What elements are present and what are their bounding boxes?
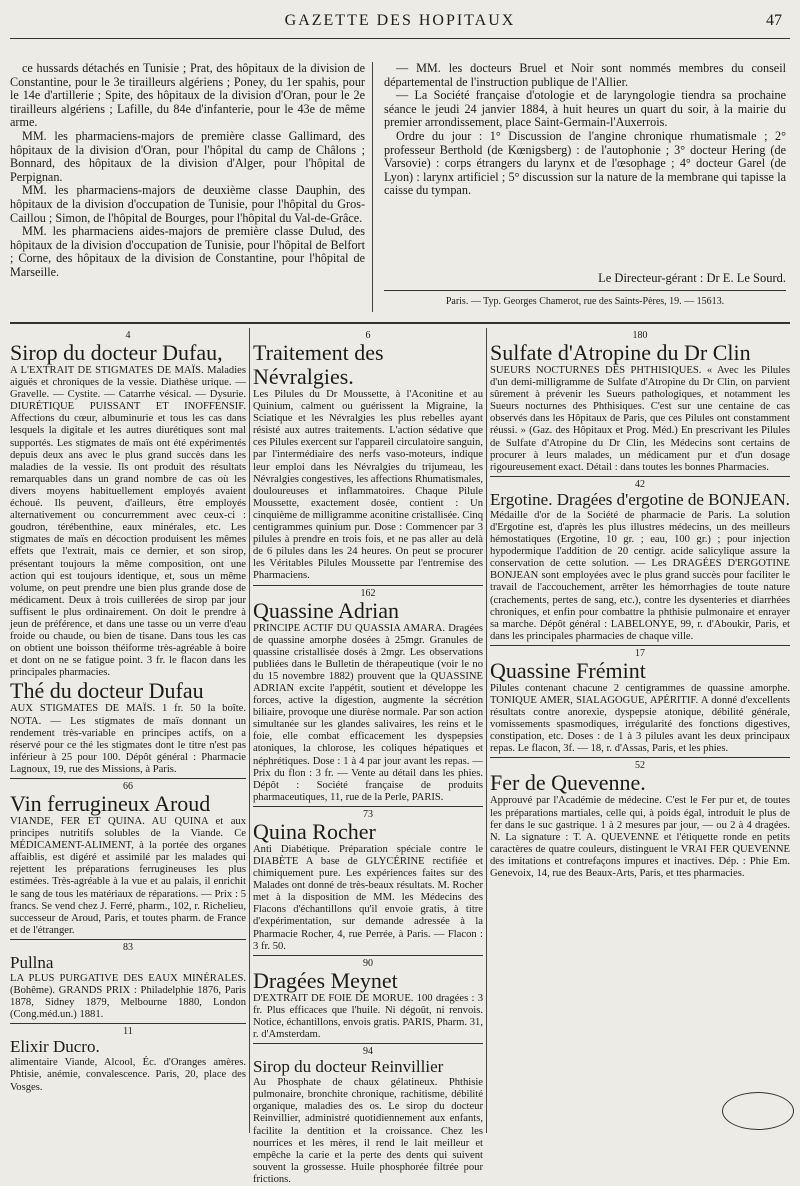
ad-title: Sulfate d'Atropine du Dr Clin (490, 340, 751, 365)
ad-body: Médaille d'or de la Société de pharmacie de Paris. La solution d'Ergotine est, d'après les plus illustres médecins, un des meilleurs hémostatiques (Ergotine, 10 gr. ; eau, 100 gr.) ; pour injection hypodermique l'addition de 20 centigr. acide salicylique assure la conservation de cette solution. — Les DRAGÉES D'ERGOTINE BONJEAN sont employées avec le plus grand succès pour faciliter le travail de l'accouchement, arrêter les hémorrhagies de toute nature (crachements, pertes de sang, etc.), contre les dysenteries et diarrhées chroniques, et enfin pour combattre la phthisie pulmonaire et enrayer sa marche. Dépôt général : LABELONYE, 99, r. d'Aboukir, Paris, et dans les principales pharmacies de chaque ville. (490, 509, 790, 642)
ad-title: Sirop du docteur Dufau, (10, 340, 223, 365)
section-rule (10, 322, 790, 324)
ad-title: Fer de Quevenne. (490, 770, 646, 796)
ad-number: 17 (635, 647, 645, 659)
ad-block (253, 1046, 483, 1186)
ad-block (490, 330, 790, 474)
ad-body: AUX STIGMATES DE MAÏS. 1 fr. 50 la boîte. NOTA. — Les stigmates de maïs donnant un rendement très-variable en principes actifs, on a réservé pour ce thé les stigmates dont le titre n'est pas inférieur à 25 pour 100. Dépôt général : Pharmacie Lagnoux, 19, rue des Missions, à Paris. (10, 703, 246, 775)
ad-column-2 (253, 330, 483, 1185)
ad-title: Quina Rocher (253, 818, 376, 844)
ad-column-divider (486, 328, 487, 1133)
ad-title: Quassine Frémint (490, 657, 646, 683)
paragraph: — MM. les docteurs Bruel et Noir sont nommés membres du conseil départemental de l'instruction publique de l'Allier. (384, 61, 786, 89)
ad-number: 73 (363, 808, 373, 820)
ad-number: 180 (632, 330, 648, 341)
ad-number: 90 (363, 957, 373, 969)
ad-body: D'EXTRAIT DE FOIE DE MORUE. 100 dragées : 3 fr. Plus efficaces que l'huile. Ni dégoût, ni renvois. Notice, échantillons, envois gratis. PARIS, Pharm. 31, r. d'Amsterdam. (253, 992, 483, 1041)
ad-number: 6 (365, 330, 371, 341)
ad-number: 4 (125, 330, 131, 341)
ad-title: Pullna (10, 952, 54, 972)
ad-body: VIANDE, FER ET QUINA. AU QUINA et aux principes nutritifs solubles de la Viande. Ce MÉDICAMENT-ALIMENT, à la portée des organes affaiblis, est digéré et assimilé par les malades qui rejettent les préparations ferrugineuses les plus estimées. Très-agréable à la vue et au palais, il enrichit le sang de tous les matériaux de réparations. — Prix : 5 francs. Se vend chez J. Ferré, pharm., 102, r. Richelieu, successeur de Aroud, Paris, et toutes pharm. de France et de l'étranger. (10, 816, 246, 936)
ad-block (490, 479, 790, 643)
paragraph: MM. les pharmaciens aides-majors de première classe Dulud, des hôpitaux de la division d'occupation de Tunisie, pour l'hôpital de Belfort ; Corne, des hôpitaux de la division de Constantine, pour l'hôpital de Marseille. (10, 224, 365, 279)
ad-title: Quassine Adrian (253, 597, 400, 623)
ad-title: Elixir Ducro. (10, 1037, 100, 1057)
ad-number: 94 (363, 1046, 373, 1058)
page-number: 47 (766, 12, 782, 29)
ad-body: Anti Diabétique. Préparation spéciale contre le DIABÈTE A base de GLYCÉRINE rectifiée et chimiquement pure. Les expériences faites sur des Malades ont donné de très-beaux résultats. M. Rocher met à la disposition de MM. les Médecins des Flacons d'échantillons qu'il envoie gratis, à titre d'expérimentation, sur demande adressée à la Pharmacie Rocher, 4, rue Perrée, à Paris. — Flacon : 3 fr. 50. (253, 843, 483, 952)
ad-block (10, 942, 246, 1021)
header-rule (10, 38, 790, 39)
ad-title: Sirop du docteur Reinvillier (253, 1057, 444, 1077)
ad-title: Ergotine. Dragées d'ergotine de BONJEAN. (490, 489, 790, 509)
paragraph: Ordre du jour : 1° Discussion de l'angine chronique rhumatismale ; 2° professeur Berthold (de Kœnigsberg) : de l'autophonie ; 3° docteur Hering (de Varsovie) : corps étrangers du larynx et de l'œsophage ; 4° docteur Garel (de Lyon) : larynx artificiel ; 5° discussion sur la nature de la membrane qui tapisse la caisse du tympan. (384, 128, 786, 198)
directeur-gerant: Le Directeur-gérant : Dr E. Le Sourd. (598, 271, 786, 285)
ad-column-1 (10, 330, 246, 1130)
ad-block (253, 809, 483, 953)
ad-number: 83 (123, 941, 133, 953)
page-header (0, 12, 800, 36)
ad-block (10, 781, 246, 937)
gerant-rule (384, 290, 786, 291)
right-column-text (384, 62, 786, 198)
left-column-text (10, 62, 365, 280)
journal-title: GAZETTE DES HOPITAUX (284, 12, 516, 29)
ad-block (10, 679, 246, 776)
ad-column-divider (249, 328, 250, 1133)
ad-body: Pilules contenant chacune 2 centigrammes de quassine amorphe. TONIQUE AMER, SIALAGOGUE, APÉRITIF. A donné d'excellents résultats contre anorexie, dyspepsie atonique, débilité générale, vomissements spasmodiques, irrégularité des fonctions digestives, constipation, etc. Doses : de 1 à 3 pilules avant les deux principaux repas. Le flacon, 3f. — 18, r. d'Assas, Paris, et les phies. (490, 682, 790, 755)
paragraph: MM. les pharmaciens-majors de première classe Gallimard, des hôpitaux de la division d'Oran, pour l'hôpital du camp de Châlons ; Bonnard, des hôpitaux de la division d'Alger, pour l'hôpital de Perpignan. (10, 128, 365, 184)
ad-block (253, 588, 483, 804)
ad-title: Traitement des Névralgies. (253, 340, 384, 389)
ad-block (490, 648, 790, 756)
paragraph: ce hussards détachés en Tunisie ; Prat, des hôpitaux de la division de Constantine, pour le 3e tirailleurs algériens ; Poney, du 1er spahis, pour le 14e d'artillerie ; Spite, des hôpitaux de la division d'Oran, pour le 2e tirailleurs algériens ; Lafille, du 84e d'infanterie, pour le 43e de même arme. (10, 61, 365, 130)
paragraph: MM. les pharmaciens-majors de deuxième classe Dauphin, des hôpitaux de la division d'occupation de Tunisie, pour l'hôpital du Gros-Caillou ; Simon, de l'hôpital de Bourges, pour l'hôpital du Val-de-Grâce. (10, 183, 365, 225)
ad-block (253, 958, 483, 1041)
ad-body: LA PLUS PURGATIVE DES EAUX MINÉRALES. (Bohême). GRANDS PRIX : Philadelphie 1876, Paris 1878, Sidney 1879, Melbourne 1880, London (Cong.méd.un.) 1881. (10, 972, 246, 1021)
ad-column-3 (490, 330, 790, 1130)
ad-number: 42 (635, 478, 645, 490)
imprimeur-line: Paris. — Typ. Georges Chamerot, rue des Saints-Pères, 19. — 15613. (445, 296, 725, 307)
ad-title: Dragées Meynet (253, 967, 398, 993)
ad-body: Approuvé par l'Académie de médecine. C'est le Fer pur et, de toutes les préparations martiales, celle qui, à poids égal, introduit le plus de fer dans le suc gastrique. 1 à 2 mesures par jour, — ou 2 à 4 dragées. N. La signature : T. A. QUEVENNE et l'étiquette ronde en petits caractères de quatre couleurs, distinguent le VRAI FER QUEVENNE des imitations et contrefaçons impures et inactives. Dép. : Phie Em. Genevoix, 14, rue des Beaux-Arts, Paris, et ttes pharmacies. (490, 795, 790, 879)
ad-body: Les Pilules du Dr Moussette, à l'Aconitine et au Quinium, calment ou guérissent la Migraine, la Sciatique et les Névralgies les plus rebelles ayant résisté aux autres traitements. L'action sédative que ces Pilules exercent sur l'appareil circulatoire sanguin, par l'intermédiaire des nerfs vaso-moteurs, indique leur emploi dans les Névralgies du trijumeau, les Névralgies congestives, les affections Rhumatismales, douloureuses et inflammatoires. Chaque Pilule Moussette, exactement dosée, contient : Un cinquième de milligramme aconitine cristallisée. Cinq centigrammes quinium pur. Dose : Commencer par 3 pilules à prendre en trois fois, et ne pas aller au delà de 6 pilules dans les 24 heures. On peut se procurer les Véritables Pilules Moussette par l'entremise des Pharmaciens. (253, 389, 483, 582)
ad-number: 52 (635, 760, 645, 772)
ad-block (10, 330, 246, 679)
column-divider (372, 62, 373, 312)
ad-body: A L'EXTRAIT DE STIGMATES DE MAÏS. Maladies aiguës et chroniques de la vessie. Diathèse urique. — Gravelle. — Cystite. — Catarrhe vésical. — Dysurie. DIURÉTIQUE PUISSANT ET INOFFENSIF. Affections du cœur, albuminurie et tous les cas dans lesquels la digitale et les autres diurétiques sont mal supportés. Les stigmates de maïs ont été expérimentés depuis deux ans avec le plus grand succès dans les maladies de la vessie. Ils ont produit des résultats remarquables dans un grand nombre de cas où les divers moyens habituellement employés avaient échoué. Ils peuvent, d'ailleurs, être employés alternativement ou concurremment avec ceux-ci : goudron, térébenthine, eaux minérales, etc. Les stigmates de maïs en décoction produisent les mêmes effets que l'extrait, mais ce dernier, et son sirop, présentant toujours la même composition, ont une action qui est toujours identique, et, sous un même volume, on peut prendre une bien plus grande dose de médicament. Deux à trois cuillerées de sirop par jour suffisent le plus ordinairement. On doit le prendre à jeun de préférence, et dans une tasse ou un verre d'eau froide ou chaude, ou bien de tisane. Dans tous les cas on obtient une boisson théiforme très-agréable à boire et dont on ne se fatigue point. 3 fr. le flacon dans les principales pharmacies. (10, 365, 246, 679)
ad-title: Thé du docteur Dufau (10, 678, 204, 704)
ad-number: 11 (123, 1026, 133, 1038)
paragraph: — La Société française d'otologie et de laryngologie tiendra sa prochaine séance le jeudi 24 janvier 1884, à huit heures un quart du soir, à la mairie du premier arrondissement, place Saint-Germain-l'Auxerrois. (384, 88, 786, 130)
quevenne-signature-stamp (722, 1092, 794, 1130)
ad-body: PRINCIPE ACTIF DU QUASSIA AMARA. Dragées de quassine amorphe dosées à 25mgr. Granules de quassine cristallisée dosés à 2mgr. Les observations publiées dans le Bulletin de thérapeutique (voir le no du 15 novembre 1882) prouvent que la QUASSINE ADRIAN excite l'appétit, soutient et développe les forces, active la digestion, augmente la sécrétion biliaire, provoque une diurèse normale. Par son action simultanée sur les glandes salivaires, les reins et le foie, elle combat efficacement les dyspepsies atoniques, la chlorose, les coliques hépatiques et néphrétiques. Dose : 1 à 4 par jour avant les repas. — Prix du flon : 3 fr. — Vente au détail dans les phies. Dépôt : Société française de produits pharmaceutiques, 11, rue de la Perle, PARIS. (253, 622, 483, 803)
ad-title: Vin ferrugineux Aroud (10, 791, 211, 816)
ad-block (490, 760, 790, 880)
ad-number: 162 (360, 587, 376, 599)
ad-number: 66 (123, 781, 133, 792)
ad-body: SUEURS NOCTURNES DES PHTHISIQUES. « Avec les Pilules d'un demi-milligramme de Sulfate d'Atropine du Dr Clin, on parvient sûrement à prévenir les Sueurs pathologiques, et notamment les Sueurs nocturnes des Phthisiques. C'est sur une centaine de cas observés dans les Hôpitaux de Paris, que ces Pilules ont constamment réussi. » (Gaz. des Hôpitaux et Prog. Méd.) En prescrivant les Pilules de Sulfate d'Atropine du Dr Clin, les Médecins sont certains de procurer à leurs malades, un médicament pur et d'un dosage rigoureusement exact. Détail : dans toutes les bonnes Pharmacies. (490, 365, 790, 473)
ad-block (253, 330, 483, 583)
ad-block (10, 1026, 246, 1093)
ad-body: alimentaire Viande, Alcool, Éc. d'Oranges amères. Phtisie, anémie, convalescence. Paris, 20, place des Vosges. (10, 1057, 246, 1093)
ad-body: Au Phosphate de chaux gélatineux. Phthisie pulmonaire, bronchite chronique, rachitisme, débilité organique, maladies des os. Le sirop du docteur Reinvillier, administré quotidiennement aux enfants, facilite la dentition et la croissance. Chez les nourrices et les mères, il rend le lait meilleur et empêche la carie et la perte des dents qui suivent souvent la grossesse. Huile phosphorée filtrée pour frictions. (253, 1077, 483, 1185)
